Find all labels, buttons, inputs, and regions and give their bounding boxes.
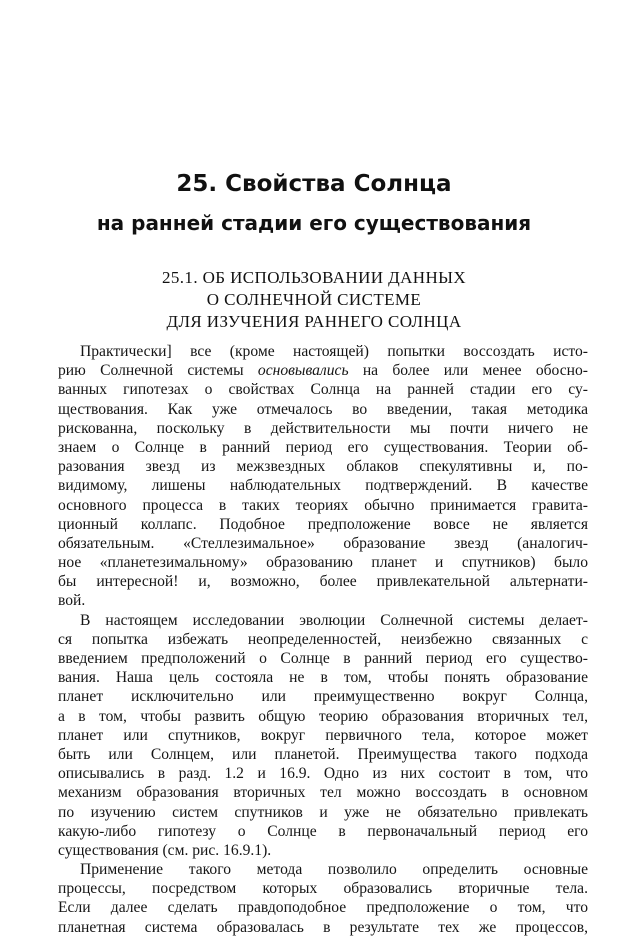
paragraph-1 (58, 342, 588, 611)
text-line: быть или Солнцем, или планетой. Преимущества такого подхода (58, 745, 588, 763)
text-line: В настоящем исследовании эволюции Солнечной системы делает- (80, 611, 588, 629)
text-line (58, 361, 588, 380)
text-line: а в том, чтобы развить общую теорию образования вторичных тел, (58, 707, 588, 725)
text-line: планетная система образовалась в результате тех же процессов, (58, 918, 588, 936)
text-line: существования (см. рис. 16.9.1). (58, 841, 272, 859)
text-line: разования звезд из межзвездных облаков спекулятивны и, по- (58, 458, 588, 476)
text-fragment: рию Солнечной системы (58, 362, 258, 380)
text-line: ществования. Как уже отмечалось во введении, такая методика (58, 400, 588, 418)
text-line: по изучению систем спутников и уже не обязательно привлекать (58, 803, 588, 821)
text-line: процессы, посредством которых образовались вторичные тела. (58, 880, 588, 898)
section-heading-line-2: О СОЛНЕЧНОЙ СИСТЕМЕ (206, 290, 422, 309)
text-fragment: на более или менее обосно- (348, 362, 588, 380)
text-line: планет исключительно или преимущественно вокруг Солнца, (58, 688, 588, 706)
paragraph-2 (58, 611, 588, 860)
text-line: механизм образования вторичных тел можно воссоздать в основном (58, 784, 588, 802)
text-line: ся попытка избежать неопределенностей, неизбежно связанных с (58, 630, 588, 648)
text-line: вой. (58, 592, 86, 610)
text-line: Практически] все (кроме настоящей) попытки воссоздать исто- (80, 343, 588, 360)
chapter-subtitle: на ранней стадии его существования (96, 211, 532, 235)
text-line: ное «планетезимальному» образованию планет и спутников) было (58, 554, 588, 572)
text-line: ванных гипотезах о свойствах Солнца на ранней стадии его су- (58, 381, 588, 399)
chapter-title: 25. Свойства Солнца (176, 171, 452, 197)
text-line: описывались в разд. 1.2 и 16.9. Одно из них состоит в том, что (58, 765, 588, 783)
text-line: основного процесса в таких теориях обычно принимается гравита- (58, 496, 588, 514)
section-heading-line-3: ДЛЯ ИЗУЧЕНИЯ РАННЕГО СОЛНЦА (166, 312, 462, 331)
text-line: ционный коллапс. Подобное предположение вовсе не является (58, 515, 588, 533)
section-heading-line-1: 25.1. ОБ ИСПОЛЬЗОВАНИИ ДАННЫХ (161, 268, 467, 287)
text-line: видимому, лишены наблюдательных подтверждений. В качестве (58, 477, 588, 495)
text-line: Если далее сделать правдоподобное предположение о том, что (58, 899, 588, 917)
text-line: рискованна, поскольку в действительности мы почти ничего не (58, 419, 588, 437)
text-line: обязательным. «Стеллезимальное» образование звезд (аналогич- (58, 534, 588, 552)
text-line: введением предположений о Солнце в ранний период его существо- (58, 650, 588, 667)
text-line: бы интересной! и, возможно, более привлекательной альтернати- (58, 573, 588, 591)
text-line: вания. Наша цель состояла не в том, чтобы понять образование (58, 669, 588, 687)
paragraph-3 (58, 860, 588, 937)
emphasized-text: основывались (257, 362, 349, 380)
body-text (58, 342, 588, 937)
text-line: какую-либо гипотезу о Солнце в первоначальный период его (58, 822, 588, 840)
text-line: Применение такого метода позволило определить основные (80, 861, 588, 879)
text-line: планет или спутников, вокруг первичного тела, которое может (58, 726, 588, 744)
text-line: знаем о Солнце в ранний период его существования. Теории об- (58, 438, 588, 456)
